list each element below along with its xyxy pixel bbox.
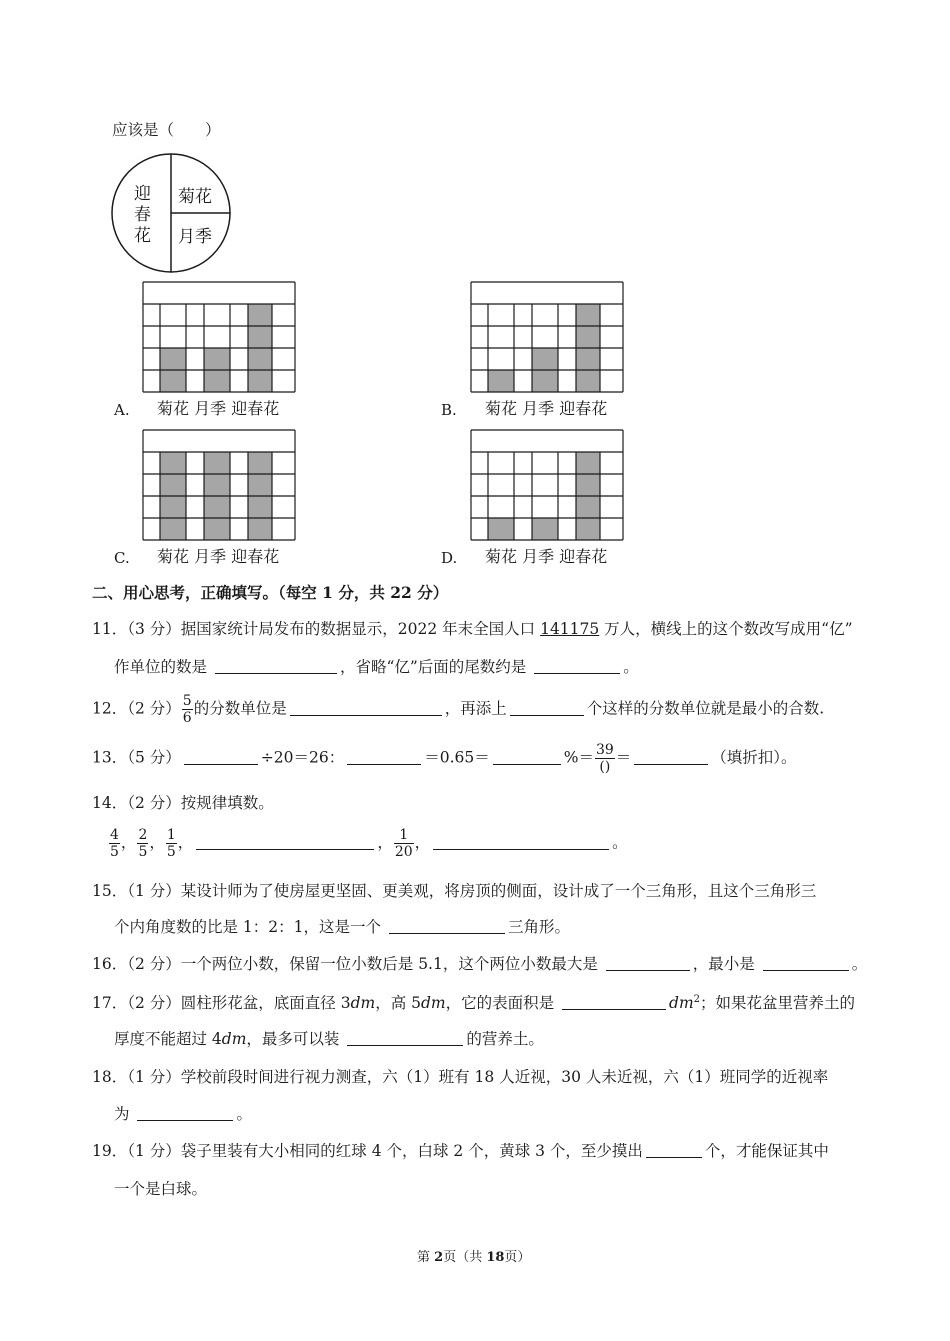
answer-blank[interactable]: [137, 1119, 233, 1121]
pie-chart: [110, 152, 232, 274]
answer-blank[interactable]: [562, 1008, 666, 1010]
numerator: 39: [595, 742, 614, 758]
q17-text: 厚度不能超过 4: [114, 1030, 222, 1048]
category-label: 菊花: [485, 399, 518, 418]
pie-label-yingchunhua: [134, 184, 151, 247]
q12-text: ，再添上: [444, 699, 507, 718]
q11-text: 11．（3 分）据国家统计局发布的数据显示，2022 年末全国人口: [92, 620, 541, 638]
numerator: 1: [394, 828, 414, 844]
q13-text: ＝0.65＝: [424, 748, 490, 767]
question-15-line-2: [114, 920, 570, 936]
category-label: 迎春花: [559, 547, 608, 566]
footer-text: 页）: [504, 1250, 531, 1265]
option-a-category-labels: [157, 396, 279, 419]
q11-text: 作单位的数是: [114, 658, 212, 676]
pie-label-char: 花: [134, 226, 151, 246]
q13-text: %＝: [563, 748, 594, 767]
answer-blank[interactable]: [646, 1156, 702, 1158]
bar-1: [488, 518, 514, 540]
numerator: 4: [110, 827, 119, 843]
option-b-bar-chart: [470, 281, 624, 393]
question-16: [92, 957, 867, 973]
numerator: 2: [138, 827, 148, 843]
question-15-line-1: 15．（1 分）某设计师为了使房屋更坚固、更美观，将房顶的侧面，设计成了一个三角形，且这个三角形三: [92, 882, 817, 900]
denominator: 5: [110, 844, 119, 860]
pie-label-yueji: 月季: [178, 227, 212, 247]
unit: dm: [221, 1030, 247, 1048]
q13-text: ÷20＝26：: [260, 748, 345, 767]
page-footer: [417, 1246, 530, 1265]
q12-text: 个这样的分数单位就是最小的合数.: [586, 699, 825, 718]
separator: ，: [414, 833, 431, 852]
fraction: [182, 694, 193, 725]
separator: ，: [120, 833, 137, 852]
question-11-line-1: [92, 622, 853, 638]
fraction: [166, 828, 177, 859]
answer-blank[interactable]: [493, 763, 561, 765]
q17-text: ，高 5: [375, 994, 421, 1013]
pie-chart-graphic: [110, 152, 232, 274]
category-label: 月季: [522, 399, 555, 418]
answer-blank[interactable]: [510, 714, 584, 716]
category-label: 迎春花: [559, 399, 608, 418]
question-11-line-2: [114, 660, 639, 676]
section-2-title: 二、用心思考，正确填写。（每空 1 分，共 22 分）: [92, 583, 449, 602]
unit: dm: [350, 994, 376, 1013]
answer-blank[interactable]: [763, 969, 849, 971]
answer-blank[interactable]: [196, 848, 374, 850]
answer-blank[interactable]: [606, 969, 690, 971]
unit: dm: [420, 994, 446, 1013]
bar-1: [488, 370, 514, 392]
answer-blank[interactable]: [433, 848, 609, 850]
answer-blank[interactable]: [184, 763, 258, 765]
numerator: 5: [182, 693, 192, 709]
category-label: 月季: [194, 399, 227, 418]
pie-label-juhua: 菊花: [178, 187, 212, 207]
option-c-category-labels: [157, 544, 279, 567]
denominator: 5: [166, 844, 176, 860]
fraction: [109, 828, 120, 859]
option-a-bar-chart: [142, 281, 296, 393]
option-d-category-labels: [485, 544, 607, 567]
category-label: 菊花: [157, 399, 190, 418]
category-label: 菊花: [485, 547, 518, 566]
page-number: 2: [434, 1250, 444, 1265]
question-14-title: 14．（2 分）按规律填数。: [92, 794, 274, 812]
category-label: 迎春花: [231, 399, 280, 418]
category-label: 月季: [194, 547, 227, 566]
separator: ，: [377, 833, 393, 852]
answer-blank[interactable]: [290, 714, 442, 716]
question-13: [92, 743, 797, 774]
footer-text: 第: [417, 1250, 435, 1265]
q15-text: 三角形。: [507, 918, 570, 936]
q12-text: 的分数单位是: [193, 699, 287, 718]
pie-label-char: 迎: [134, 184, 151, 204]
q11-text: 万人，横线上的这个数改写成用“亿”: [599, 620, 853, 638]
q17-text: 的营养土。: [466, 1030, 544, 1048]
q18-text: 为: [114, 1105, 135, 1123]
q11-text: 。: [623, 658, 639, 676]
answer-blank[interactable]: [347, 763, 421, 765]
denominator: 5: [138, 844, 148, 860]
question-17-line-1: [92, 995, 855, 1012]
answer-blank[interactable]: [534, 672, 620, 674]
q16-text: 。: [851, 955, 868, 973]
pie-label-char: 春: [134, 205, 151, 225]
question-18-line-1: 18．（1 分）学校前段时间进行视力测查，六（1）班有 18 人近视，30 人未近视，六（1）班同学的近视率: [92, 1068, 829, 1086]
question-18-line-2: [114, 1107, 252, 1123]
footer-text: 页（共: [443, 1250, 487, 1265]
answer-blank[interactable]: [347, 1044, 463, 1046]
q12-text: 12．（2 分）: [92, 699, 181, 718]
question-17-line-2: [114, 1032, 544, 1048]
option-b-letter: B.: [441, 401, 457, 419]
option-b-category-labels: [485, 396, 607, 419]
fraction: [137, 828, 148, 859]
option-d-letter: D.: [441, 549, 458, 567]
question-14-sequence: [108, 828, 628, 859]
q19-text: 19．（1 分）袋子里装有大小相同的红球 4 个，白球 2 个，黄球 3 个，至少摸出: [92, 1142, 643, 1160]
question-19-line-1: [92, 1144, 829, 1160]
denominator: 6: [182, 710, 192, 726]
separator: ，: [149, 833, 165, 852]
option-chart-svg: [142, 281, 296, 393]
numerator: 1: [166, 827, 176, 843]
category-label: 菊花: [157, 547, 190, 566]
q19-text: 个，才能保证其中: [704, 1142, 829, 1160]
q17-text: 17．（2 分）圆柱形花盆，底面直径 3: [92, 994, 351, 1013]
question-19-line-2: 一个是白球。: [114, 1180, 208, 1198]
option-d-bar-chart: [470, 429, 624, 541]
denominator: 20: [394, 844, 413, 860]
category-label: 迎春花: [231, 547, 280, 566]
q17-text: ，它的表面积是: [445, 994, 560, 1013]
q17-text: ；如果花盆里营养土的: [700, 994, 856, 1013]
q17-text: ，最多可以装: [246, 1030, 345, 1048]
q13-text: （填折扣）。: [711, 748, 797, 767]
unit: dm: [669, 994, 694, 1013]
q16-text: 16．（2 分）一个两位小数，保留一位小数后是 5.1，这个两位小数最大是: [92, 955, 603, 973]
option-chart-svg: [470, 429, 624, 541]
fraction: [394, 828, 414, 859]
option-a-letter: A.: [114, 401, 130, 419]
q13-text: ＝: [615, 748, 632, 767]
denominator-blank[interactable]: (): [599, 759, 611, 775]
q11-population-number: 141175: [540, 620, 600, 638]
answer-blank[interactable]: [215, 672, 337, 674]
total-pages: 18: [486, 1250, 505, 1265]
answer-blank[interactable]: [389, 932, 505, 934]
category-label: 月季: [522, 547, 555, 566]
q13-text: 13．（5 分）: [92, 748, 181, 767]
q15-text: 个内角度数的比是 1：2：1，这是一个: [114, 918, 386, 936]
q16-text: ，最小是: [692, 955, 760, 973]
separator: ，: [177, 833, 194, 852]
q11-text: ，省略“亿”后面的尾数约是: [339, 658, 532, 676]
unit-exponent: 2: [693, 994, 701, 1005]
option-c-bar-chart: [142, 429, 296, 541]
fraction: [595, 743, 615, 774]
option-c-letter: C.: [114, 549, 130, 567]
option-chart-svg: [142, 429, 296, 541]
question-10-prompt-tail: 应该是（ ）: [112, 121, 221, 139]
q18-text: 。: [236, 1105, 252, 1123]
q14-text: 。: [612, 833, 628, 852]
question-12: [92, 694, 824, 725]
option-chart-svg: [470, 281, 624, 393]
bar-2: [532, 518, 558, 540]
answer-blank[interactable]: [634, 763, 708, 765]
